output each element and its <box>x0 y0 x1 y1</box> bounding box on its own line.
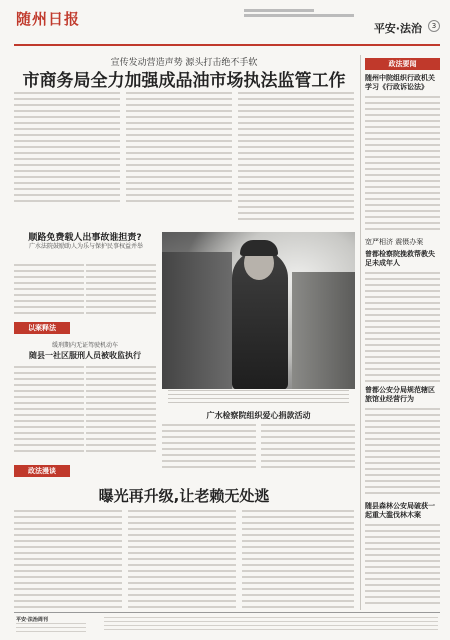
donation-story-title: 广水检察院组织爱心捐款活动 <box>206 411 311 420</box>
newspaper-logo: 随州日报 <box>16 10 81 28</box>
news-photo <box>162 232 355 389</box>
right-section-header: 政法要闻 <box>365 58 440 70</box>
right-story-body-2 <box>365 272 440 382</box>
lead-body-col-2 <box>126 92 232 202</box>
road-story-title: 顺路免费载人出事故谁担责? <box>28 233 142 243</box>
right-story-title-3: 曾都公安分局规范辖区旅馆业经营行为 <box>365 386 435 403</box>
observe-section-bar: 政法漫谈 <box>14 465 70 477</box>
observe-body-1 <box>14 510 122 608</box>
lease-story-subtitle: 缓刑期内无证驾驶机动车 <box>51 342 118 349</box>
lead-headline: 市商务局全力加强成品油市场执法监管工作 <box>22 71 346 91</box>
right-story-body-3 <box>365 408 440 498</box>
right-story-title-4: 随县森林公安局破获一起重大滥伐林木案 <box>365 502 435 519</box>
masthead <box>14 6 440 46</box>
lead-body-col-1 <box>14 92 120 202</box>
right-story-body-4 <box>365 524 440 608</box>
observe-body-2 <box>128 510 236 608</box>
donation-story-body-1 <box>162 424 256 468</box>
lead-kicker: 宣传发动营造声势 源头打击绝不手软 <box>110 58 258 68</box>
law-section-bar: 以案释法 <box>14 322 70 334</box>
observe-body-3 <box>242 510 354 608</box>
lease-story-body-1 <box>14 366 84 454</box>
column-divider <box>360 55 361 610</box>
right-story-title-2: 曾都检察院挽救帮教失足未成年人 <box>365 250 435 267</box>
road-story-subtitle: 广水法院鼓励助人为乐与保护民事权益并举 <box>28 243 143 250</box>
right-story-body-1 <box>365 96 440 234</box>
right-story-title-1: 随州中院组织行政机关学习《行政诉讼法》 <box>365 74 435 91</box>
donation-story-body-2 <box>261 424 355 468</box>
footer-notes <box>104 617 438 633</box>
page-number: 3 <box>428 20 440 32</box>
footer-title: 平安·法治周刊 <box>16 617 48 623</box>
road-story-body-1 <box>14 264 84 314</box>
lead-body-col-3 <box>238 92 354 222</box>
photo-caption <box>168 390 349 404</box>
road-story-body-2 <box>86 264 156 314</box>
footer-contact-info <box>16 623 86 635</box>
page-footer <box>14 612 440 636</box>
lease-story-body-2 <box>86 366 156 454</box>
right-story-kicker-2: 宽严相济 震慑办案 <box>365 238 424 246</box>
issue-info <box>244 9 364 17</box>
observe-title: 曝光再升级,让老赖无处逃 <box>98 487 270 505</box>
lease-story-title: 随县一社区服刑人员被收监执行 <box>29 351 141 360</box>
section-name: 平安·法治 <box>373 22 422 35</box>
